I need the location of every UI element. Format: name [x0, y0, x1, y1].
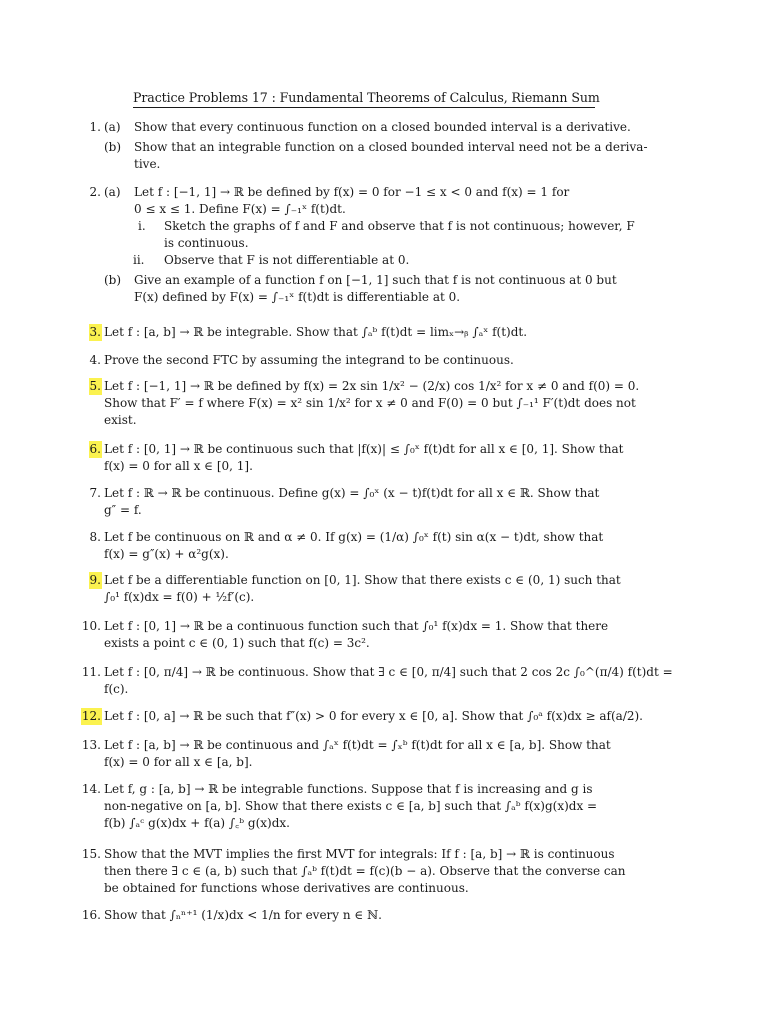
problem-number: 14. — [81, 782, 101, 796]
problem-line: Show that ∫ₙⁿ⁺¹ (1/x)dx < 1/n for every n ∈ ℕ. — [104, 908, 382, 922]
part-a-cont — [104, 201, 660, 218]
part-label: (b) — [104, 140, 122, 154]
problem-line: f(x) = 0 for all x ∈ [a, b]. — [104, 755, 253, 769]
part-a — [104, 119, 660, 136]
problem-body — [104, 324, 660, 341]
problem-body — [104, 184, 660, 306]
problem-line: Let f : [0, π/4] → ℝ be continuous. Show that ∃ c ∈ [0, π/4] such that 2 cos 2c ∫₀^(π/4) f(t)dt = — [104, 665, 673, 679]
problem-line: Observe that F is not differentiable at 0. — [164, 253, 410, 267]
problem-line: Let f : ℝ → ℝ be continuous. Define g(x) = ∫₀ˣ (x − t)f(t)dt for all x ∈ ℝ. Show that — [104, 486, 600, 500]
problem-line: Let f be a differentiable function on [0, 1]. Show that there exists c ∈ (0, 1) such that — [104, 573, 621, 587]
problem-body — [104, 378, 660, 429]
problem-line: ∫₀¹ f(x)dx = f(0) + ½f′(c). — [104, 590, 255, 604]
problem-line: f(c). — [104, 682, 129, 696]
problem-line: then there ∃ c ∈ (a, b) such that ∫ₐᵇ f(t)dt = f(c)(b − a). Observe that the converse can — [104, 864, 626, 878]
problem-body — [104, 618, 660, 652]
problem-line: F(x) defined by F(x) = ∫₋₁ˣ f(t)dt is differentiable at 0. — [134, 290, 461, 304]
problem-line: Let f : [a, b] → ℝ be continuous and ∫ₐˣ f(t)dt = ∫ₓᵇ f(t)dt for all x ∈ [a, b]. Show that — [104, 738, 611, 752]
part-b — [104, 139, 660, 156]
problem-body — [104, 352, 660, 369]
problem-line: Give an example of a function f on [−1, 1] such that f is not continuous at 0 but — [134, 273, 617, 287]
part-label: (b) — [104, 273, 122, 287]
part-a-i-cont — [104, 235, 660, 252]
problem-line: exist. — [104, 413, 137, 427]
problem-line: Let f : [0, 1] → ℝ be a continuous function such that ∫₀¹ f(x)dx = 1. Show that there — [104, 619, 609, 633]
part-label: (a) — [104, 185, 121, 199]
part-label: ii. — [133, 253, 145, 267]
problem-body — [104, 119, 660, 173]
part-b-cont — [104, 289, 660, 306]
page-title: Practice Problems 17 : Fundamental Theorems of Calculus, Riemann Sum — [133, 90, 595, 108]
problem-line: be obtained for functions whose derivatives are continuous. — [104, 881, 469, 895]
problem-number: 13. — [81, 738, 101, 752]
problem-line: Prove the second FTC by assuming the integrand to be continuous. — [104, 353, 514, 367]
problem-number: 5. — [89, 379, 101, 393]
problem-line: Show that the MVT implies the first MVT for integrals: If f : [a, b] → ℝ is continuous — [104, 847, 615, 861]
problem-number: 11. — [81, 665, 101, 679]
problem-number: 12. — [81, 709, 101, 723]
problem-number: 8. — [89, 530, 101, 544]
problem-line: Show that every continuous function on a closed bounded interval is a derivative. — [134, 120, 631, 134]
problem-line: is continuous. — [164, 236, 249, 250]
part-a-ii — [104, 252, 660, 269]
part-a — [104, 184, 660, 201]
problem-body — [104, 708, 660, 725]
problem-line: non-negative on [a, b]. Show that there exists c ∈ [a, b] such that ∫ₐᵇ f(x)g(x)dx = — [104, 799, 598, 813]
part-b — [104, 272, 660, 289]
problem-line: 0 ≤ x ≤ 1. Define F(x) = ∫₋₁ˣ f(t)dt. — [134, 202, 346, 216]
problem-line: Let f : [−1, 1] → ℝ be defined by f(x) = 0 for −1 ≤ x < 0 and f(x) = 1 for — [134, 185, 570, 199]
problem-number: 15. — [81, 847, 101, 861]
problem-line: Show that F′ = f where F(x) = x² sin 1/x² for x ≠ 0 and F(0) = 0 but ∫₋₁¹ F′(t)dt does not — [104, 396, 636, 410]
problem-line: Let f : [0, 1] → ℝ be continuous such that |f(x)| ≤ ∫₀ˣ f(t)dt for all x ∈ [0, 1]. Show that — [104, 442, 624, 456]
problem-body — [104, 664, 673, 698]
problem-line: Let f : [a, b] → ℝ be integrable. Show that ∫ₐᵇ f(t)dt = limₓ→ᵦ ∫ₐˣ f(t)dt. — [104, 325, 528, 339]
problem-line: Let f : [0, a] → ℝ be such that f″(x) > 0 for every x ∈ [0, a]. Show that ∫₀ᵃ f(x)dx ≥ af(a/2). — [104, 709, 643, 723]
problem-line: Sketch the graphs of f and F and observe that f is not continuous; however, F — [164, 219, 635, 233]
problem-number: 2. — [89, 185, 101, 199]
problem-line: Let f, g : [a, b] → ℝ be integrable functions. Suppose that f is increasing and g is — [104, 782, 593, 796]
problem-line: Let f be continuous on ℝ and α ≠ 0. If g(x) = (1/α) ∫₀ˣ f(t) sin α(x − t)dt, show that — [104, 530, 604, 544]
part-label: (a) — [104, 120, 121, 134]
problem-body — [104, 572, 660, 606]
part-a-i — [104, 218, 660, 235]
problem-number: 1. — [89, 120, 101, 134]
problem-line: Show that an integrable function on a closed bounded interval need not be a deriva- — [134, 140, 648, 154]
problem-body — [104, 846, 660, 897]
problem-number: 9. — [89, 573, 101, 587]
problem-number: 16. — [81, 908, 101, 922]
part-b-cont — [104, 156, 660, 173]
problem-body — [104, 737, 660, 771]
problem-line: Let f : [−1, 1] → ℝ be defined by f(x) = 2x sin 1/x² − (2/x) cos 1/x² for x ≠ 0 and f(0) = 0. — [104, 379, 640, 393]
problem-line: f(b) ∫ₐᶜ g(x)dx + f(a) ∫꜀ᵇ g(x)dx. — [104, 816, 290, 830]
problem-number: 4. — [89, 353, 101, 367]
problem-number: 7. — [89, 486, 101, 500]
problem-body — [104, 485, 660, 519]
problem-number: 3. — [89, 325, 101, 339]
problem-line: f(x) = 0 for all x ∈ [0, 1]. — [104, 459, 253, 473]
problem-line: exists a point c ∈ (0, 1) such that f(c) = 3c². — [104, 636, 370, 650]
problem-body — [104, 781, 660, 832]
part-label: i. — [138, 219, 146, 233]
problem-body — [104, 907, 660, 924]
problem-line: f(x) = g″(x) + α²g(x). — [104, 547, 229, 561]
problem-number: 6. — [89, 442, 101, 456]
problem-line: tive. — [134, 157, 161, 171]
problem-body — [104, 441, 660, 475]
problem-body — [104, 529, 660, 563]
problem-number: 10. — [81, 619, 101, 633]
problem-line: g″ = f. — [104, 503, 142, 517]
